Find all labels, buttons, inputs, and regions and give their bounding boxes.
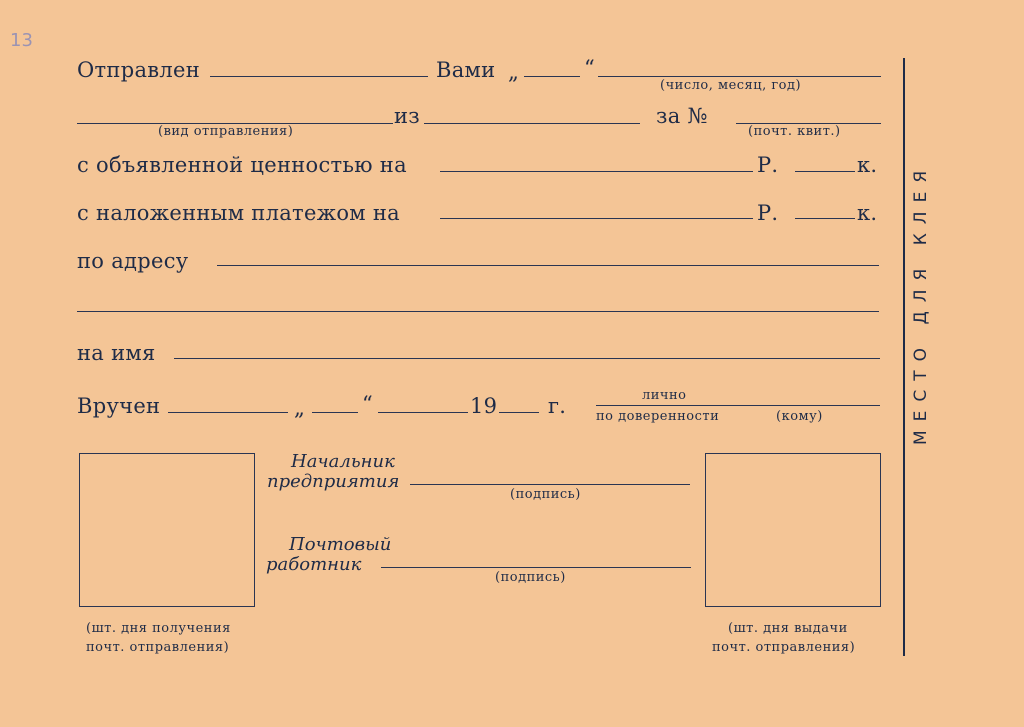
note-receipt: (почт. квит.) — [748, 124, 841, 139]
label-you: Вами — [436, 58, 496, 82]
label-address: по адресу — [77, 249, 189, 273]
stamp-delivery-caption-1: (шт. дня выдачи — [728, 621, 848, 636]
quote-close: “ — [584, 56, 596, 80]
field-cod-rub-line[interactable] — [440, 218, 753, 219]
label-postal-signature: (подпись) — [495, 570, 566, 585]
label-handed: Вручен — [77, 394, 161, 418]
label-chief-1: Начальник — [291, 451, 395, 472]
stamp-delivery-caption-2: почт. отправления) — [712, 640, 856, 655]
label-number: за № — [656, 104, 708, 128]
field-date-line[interactable] — [598, 76, 881, 77]
label-from: из — [394, 104, 421, 128]
field-postal-signature-line[interactable] — [381, 567, 691, 568]
field-day-line[interactable] — [524, 76, 580, 77]
quote-open-2: „ — [294, 396, 306, 420]
note-kind: (вид отправления) — [158, 124, 294, 139]
stamp-box-delivery[interactable] — [705, 453, 881, 607]
label-kop-1: к. — [857, 153, 878, 177]
label-chief-2: предприятия — [267, 471, 400, 492]
label-year-prefix: 19 — [470, 394, 498, 418]
note-date: (число, месяц, год) — [660, 78, 802, 93]
label-rub-2: Р. — [757, 201, 779, 225]
pencil-mark: 13 — [10, 30, 33, 51]
quote-close-2: “ — [362, 392, 374, 416]
glue-area-label: МЕСТО ДЛЯ КЛЕЯ — [911, 161, 931, 445]
label-name: на имя — [77, 341, 156, 365]
field-handed-month-line[interactable] — [378, 412, 468, 413]
label-personally: лично — [642, 388, 687, 403]
label-postal-2: работник — [266, 554, 362, 575]
field-from-line[interactable] — [424, 123, 640, 124]
label-year-suffix: г. — [548, 394, 567, 418]
label-kop-2: к. — [857, 201, 878, 225]
label-declared-value: с объявленной ценностью на — [77, 153, 407, 177]
field-handed-day-line[interactable] — [312, 412, 358, 413]
field-cod-kop-line[interactable] — [795, 218, 855, 219]
label-cod: с наложенным платежом на — [77, 201, 400, 225]
label-chief-signature: (подпись) — [510, 487, 581, 502]
field-declared-kop-line[interactable] — [795, 171, 855, 172]
field-handed-line[interactable] — [168, 412, 288, 413]
field-sent-line[interactable] — [210, 76, 428, 77]
field-chief-signature-line[interactable] — [410, 484, 690, 485]
stamp-receipt-caption-2: почт. отправления) — [86, 640, 230, 655]
label-proxy: по доверенности — [596, 409, 720, 424]
field-address-line-2[interactable] — [77, 311, 879, 312]
quote-open: „ — [508, 60, 520, 84]
field-address-line[interactable] — [217, 265, 879, 266]
stamp-box-receipt[interactable] — [79, 453, 255, 607]
field-recipient-line[interactable] — [596, 405, 880, 406]
label-sent: Отправлен — [77, 58, 201, 82]
label-whom: (кому) — [776, 409, 823, 424]
label-rub-1: Р. — [757, 153, 779, 177]
stamp-receipt-caption-1: (шт. дня получения — [86, 621, 231, 636]
glue-divider-line — [903, 58, 905, 656]
field-declared-rub-line[interactable] — [440, 171, 753, 172]
field-year-line[interactable] — [499, 412, 539, 413]
field-name-line[interactable] — [174, 358, 880, 359]
label-postal-1: Почтовый — [289, 534, 392, 555]
